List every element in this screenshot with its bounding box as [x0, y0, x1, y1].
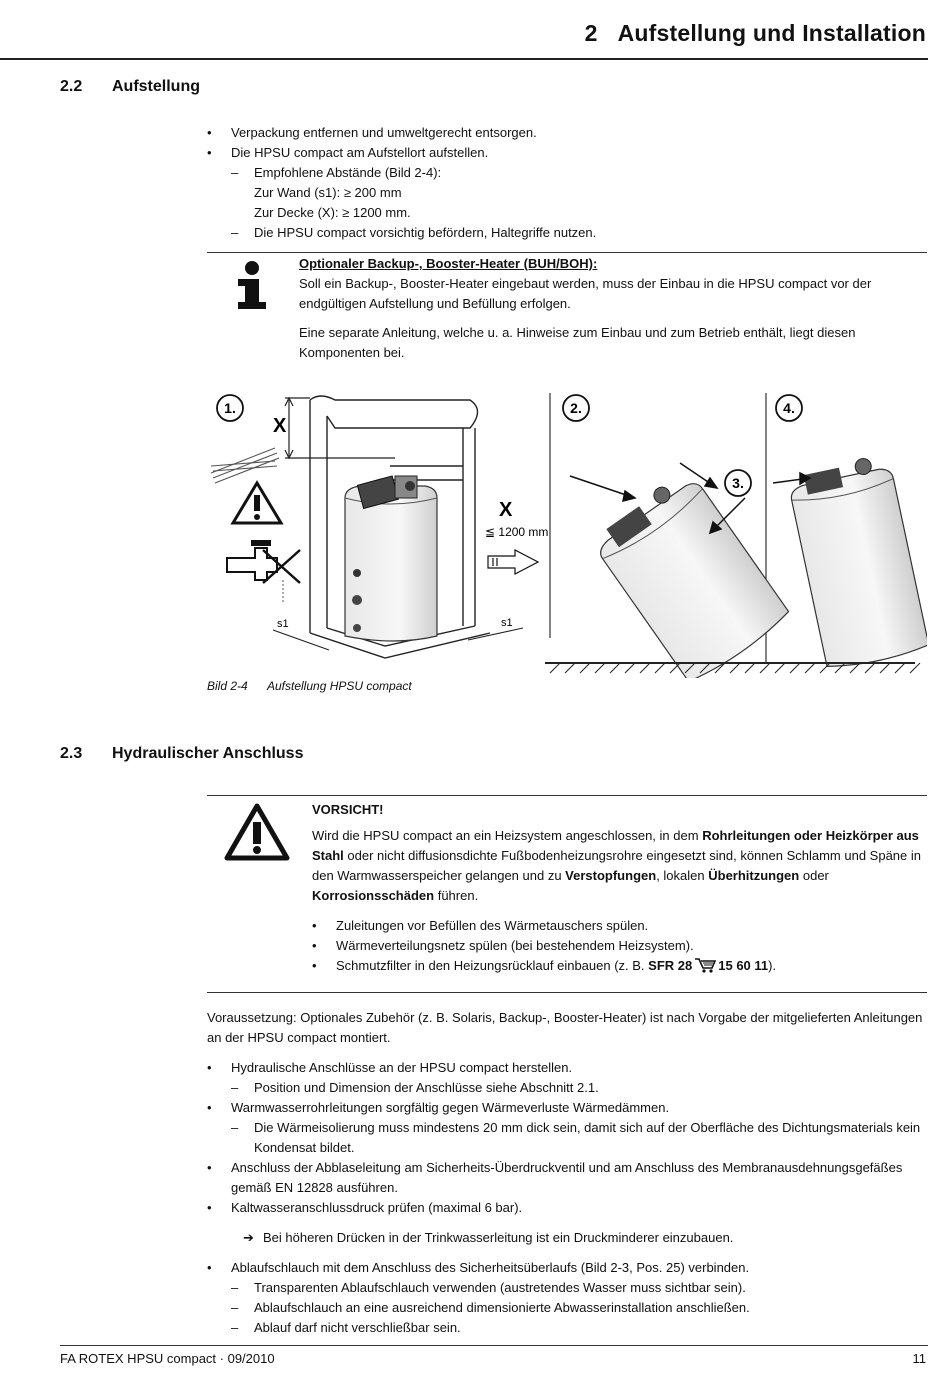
svg-text:4.: 4.	[783, 400, 795, 416]
chapter-number: 2	[584, 20, 598, 46]
faucet-icon	[227, 540, 300, 602]
list-item: • Warmwasserrohrleitungen sorgfältig gegen Wärmeverluste Wärmedämmen.	[207, 1098, 927, 1118]
list-item: • Zuleitungen vor Befüllen des Wärmetauschers spülen.	[312, 916, 927, 936]
section-heading-2-2	[60, 78, 200, 96]
list-item: ➔ Bei höheren Drücken in der Trinkwasserleitung ist ein Druckminderer einzubauen.	[207, 1228, 927, 1248]
s1-right-label: s1	[501, 617, 513, 629]
x-label-2: X	[499, 499, 513, 521]
list-item: • Kaltwasseranschlussdruck prüfen (maximal 6 bar).	[207, 1198, 927, 1218]
info-note	[299, 254, 927, 363]
step-1-badge	[217, 395, 243, 421]
footer-doc-title: FA ROTEX HPSU compact · 09/2010	[60, 1351, 275, 1366]
list-item: – Ablaufschlauch an eine ausreichend dimensionierte Abwasserinstallation anschließen.	[207, 1298, 927, 1318]
info-text: Soll ein Backup-, Booster-Heater eingebaut werden, muss der Einbau in die HPSU compact vor der endgültigen Aufstellung und Befüllung erfolgen.	[299, 276, 872, 311]
info-title: Optionaler Backup-, Booster-Heater (BUH/BOH):	[299, 256, 598, 271]
list-item: – Ablauf darf nicht verschließbar sein.	[207, 1318, 927, 1338]
svg-text:1.: 1.	[224, 400, 236, 416]
list-item: • Ablaufschlauch mit dem Anschluss des Sicherheitsüberlaufs (Bild 2-3, Pos. 25) verbinden.	[207, 1258, 927, 1278]
strap-icon	[211, 448, 279, 483]
step-3-badge	[725, 470, 751, 496]
page-number: 11	[912, 1351, 926, 1366]
figure-caption	[207, 679, 412, 693]
arrow-icon	[773, 473, 810, 484]
warning-list	[312, 916, 927, 976]
section-heading-2-3	[60, 745, 303, 763]
chapter-header	[585, 20, 926, 47]
info-icon	[234, 260, 270, 310]
list-item: • Die HPSU compact am Aufstellort aufstellen.	[207, 143, 927, 163]
info-text: Eine separate Anleitung, welche u. a. Hinweise zum Einbau und zum Betrieb enthält, liegt diesen Komponenten bei.	[299, 325, 856, 360]
list-item: – Transparenten Ablaufschlauch verwenden (austretendes Wasser muss sichtbar sein).	[207, 1278, 927, 1298]
caption-number: Bild 2-4	[207, 679, 248, 693]
list-item: • Wärmeverteilungsnetz spülen (bei bestehendem Heizsystem).	[312, 936, 927, 956]
list-item: – Die HPSU compact vorsichtig befördern, Haltegriffe nutzen.	[207, 223, 927, 243]
svg-text:2.: 2.	[570, 400, 582, 416]
section-number: 2.2	[60, 78, 83, 95]
list-item: • Schmutzfilter in den Heizungsrücklauf einbauen (z. B. SFR 28 15 60 11).	[312, 956, 927, 976]
list-item: • Hydraulische Anschlüsse an der HPSU compact herstellen.	[207, 1058, 927, 1078]
caption-text: Aufstellung HPSU compact	[267, 679, 412, 693]
warning-text: Wird die HPSU compact an ein Heizsystem angeschlossen, in dem Rohrleitungen oder Heizkörper aus Stahl oder nicht diffusionsdichte Fußbodenheizungsrohre eingesetzt sind, können Schlamm und Späne in den Warmwasserspeicher gelangen und zu Verstopfungen, lokalen Überhitzungen oder Korrosionsschäden führen.	[312, 828, 921, 903]
prerequisite-text: Voraussetzung: Optionales Zubehör (z. B. Solaris, Backup-, Booster-Heater) ist nach Vorgabe der mitgelieferten Anleitungen an der HPSU compact montiert.	[207, 1010, 923, 1045]
step-2-badge	[563, 395, 589, 421]
tank-illustration-4	[786, 453, 927, 671]
list-item: – Empfohlene Abstände (Bild 2-4):	[207, 163, 927, 183]
floor-hatch	[545, 663, 920, 673]
list-item: – Position und Dimension der Anschlüsse siehe Abschnitt 2.1.	[207, 1078, 927, 1098]
s1-left-label: s1	[277, 618, 289, 630]
warning-box-rule-bottom	[207, 992, 927, 993]
arrow-right-icon: ➔	[243, 1230, 254, 1245]
tilted-tank-illustration	[588, 467, 792, 678]
x-label: X	[273, 415, 287, 437]
list-item: Zur Wand (s1): ≥ 200 mm	[254, 185, 402, 200]
warning-icon	[223, 802, 291, 862]
info-box-rule	[207, 252, 927, 253]
footer-rule	[60, 1345, 928, 1346]
warning-icon	[233, 483, 281, 523]
list-item: • Verpackung entfernen und umweltgerecht entsorgen.	[207, 123, 927, 143]
section-title: Hydraulischer Anschluss	[112, 745, 304, 762]
list-item: – Die Wärmeisolierung muss mindestens 20 mm dick sein, damit sich auf der Oberfläche des Dichtungsmaterials kein Kondensat bildet.	[207, 1118, 927, 1158]
direction-arrow-icon	[488, 550, 538, 574]
tank-illustration	[345, 476, 437, 641]
header-rule	[0, 58, 928, 60]
section-title: Aufstellung	[112, 78, 200, 95]
figure-installation	[205, 388, 927, 678]
warning-note	[312, 800, 927, 976]
list-item: Zur Decke (X): ≥ 1200 mm.	[254, 205, 411, 220]
warning-title: VORSICHT!	[312, 802, 384, 817]
order-cart-icon	[694, 957, 716, 973]
hydraulic-steps-list	[207, 1058, 927, 1338]
svg-text:3.: 3.	[732, 475, 744, 491]
chapter-title: Aufstellung und Installation	[617, 20, 926, 46]
section-number: 2.3	[60, 745, 83, 762]
setup-list	[207, 123, 927, 243]
warning-box-rule-top	[207, 795, 927, 796]
distance-label: ≦ 1200 mm	[485, 525, 549, 539]
step-4-badge	[776, 395, 802, 421]
list-item: • Anschluss der Abblaseleitung am Sicherheits-Überdruckventil und am Anschluss des Membranausdehnungsgefäßes gemäß EN 12828 ausführen.	[207, 1158, 927, 1198]
